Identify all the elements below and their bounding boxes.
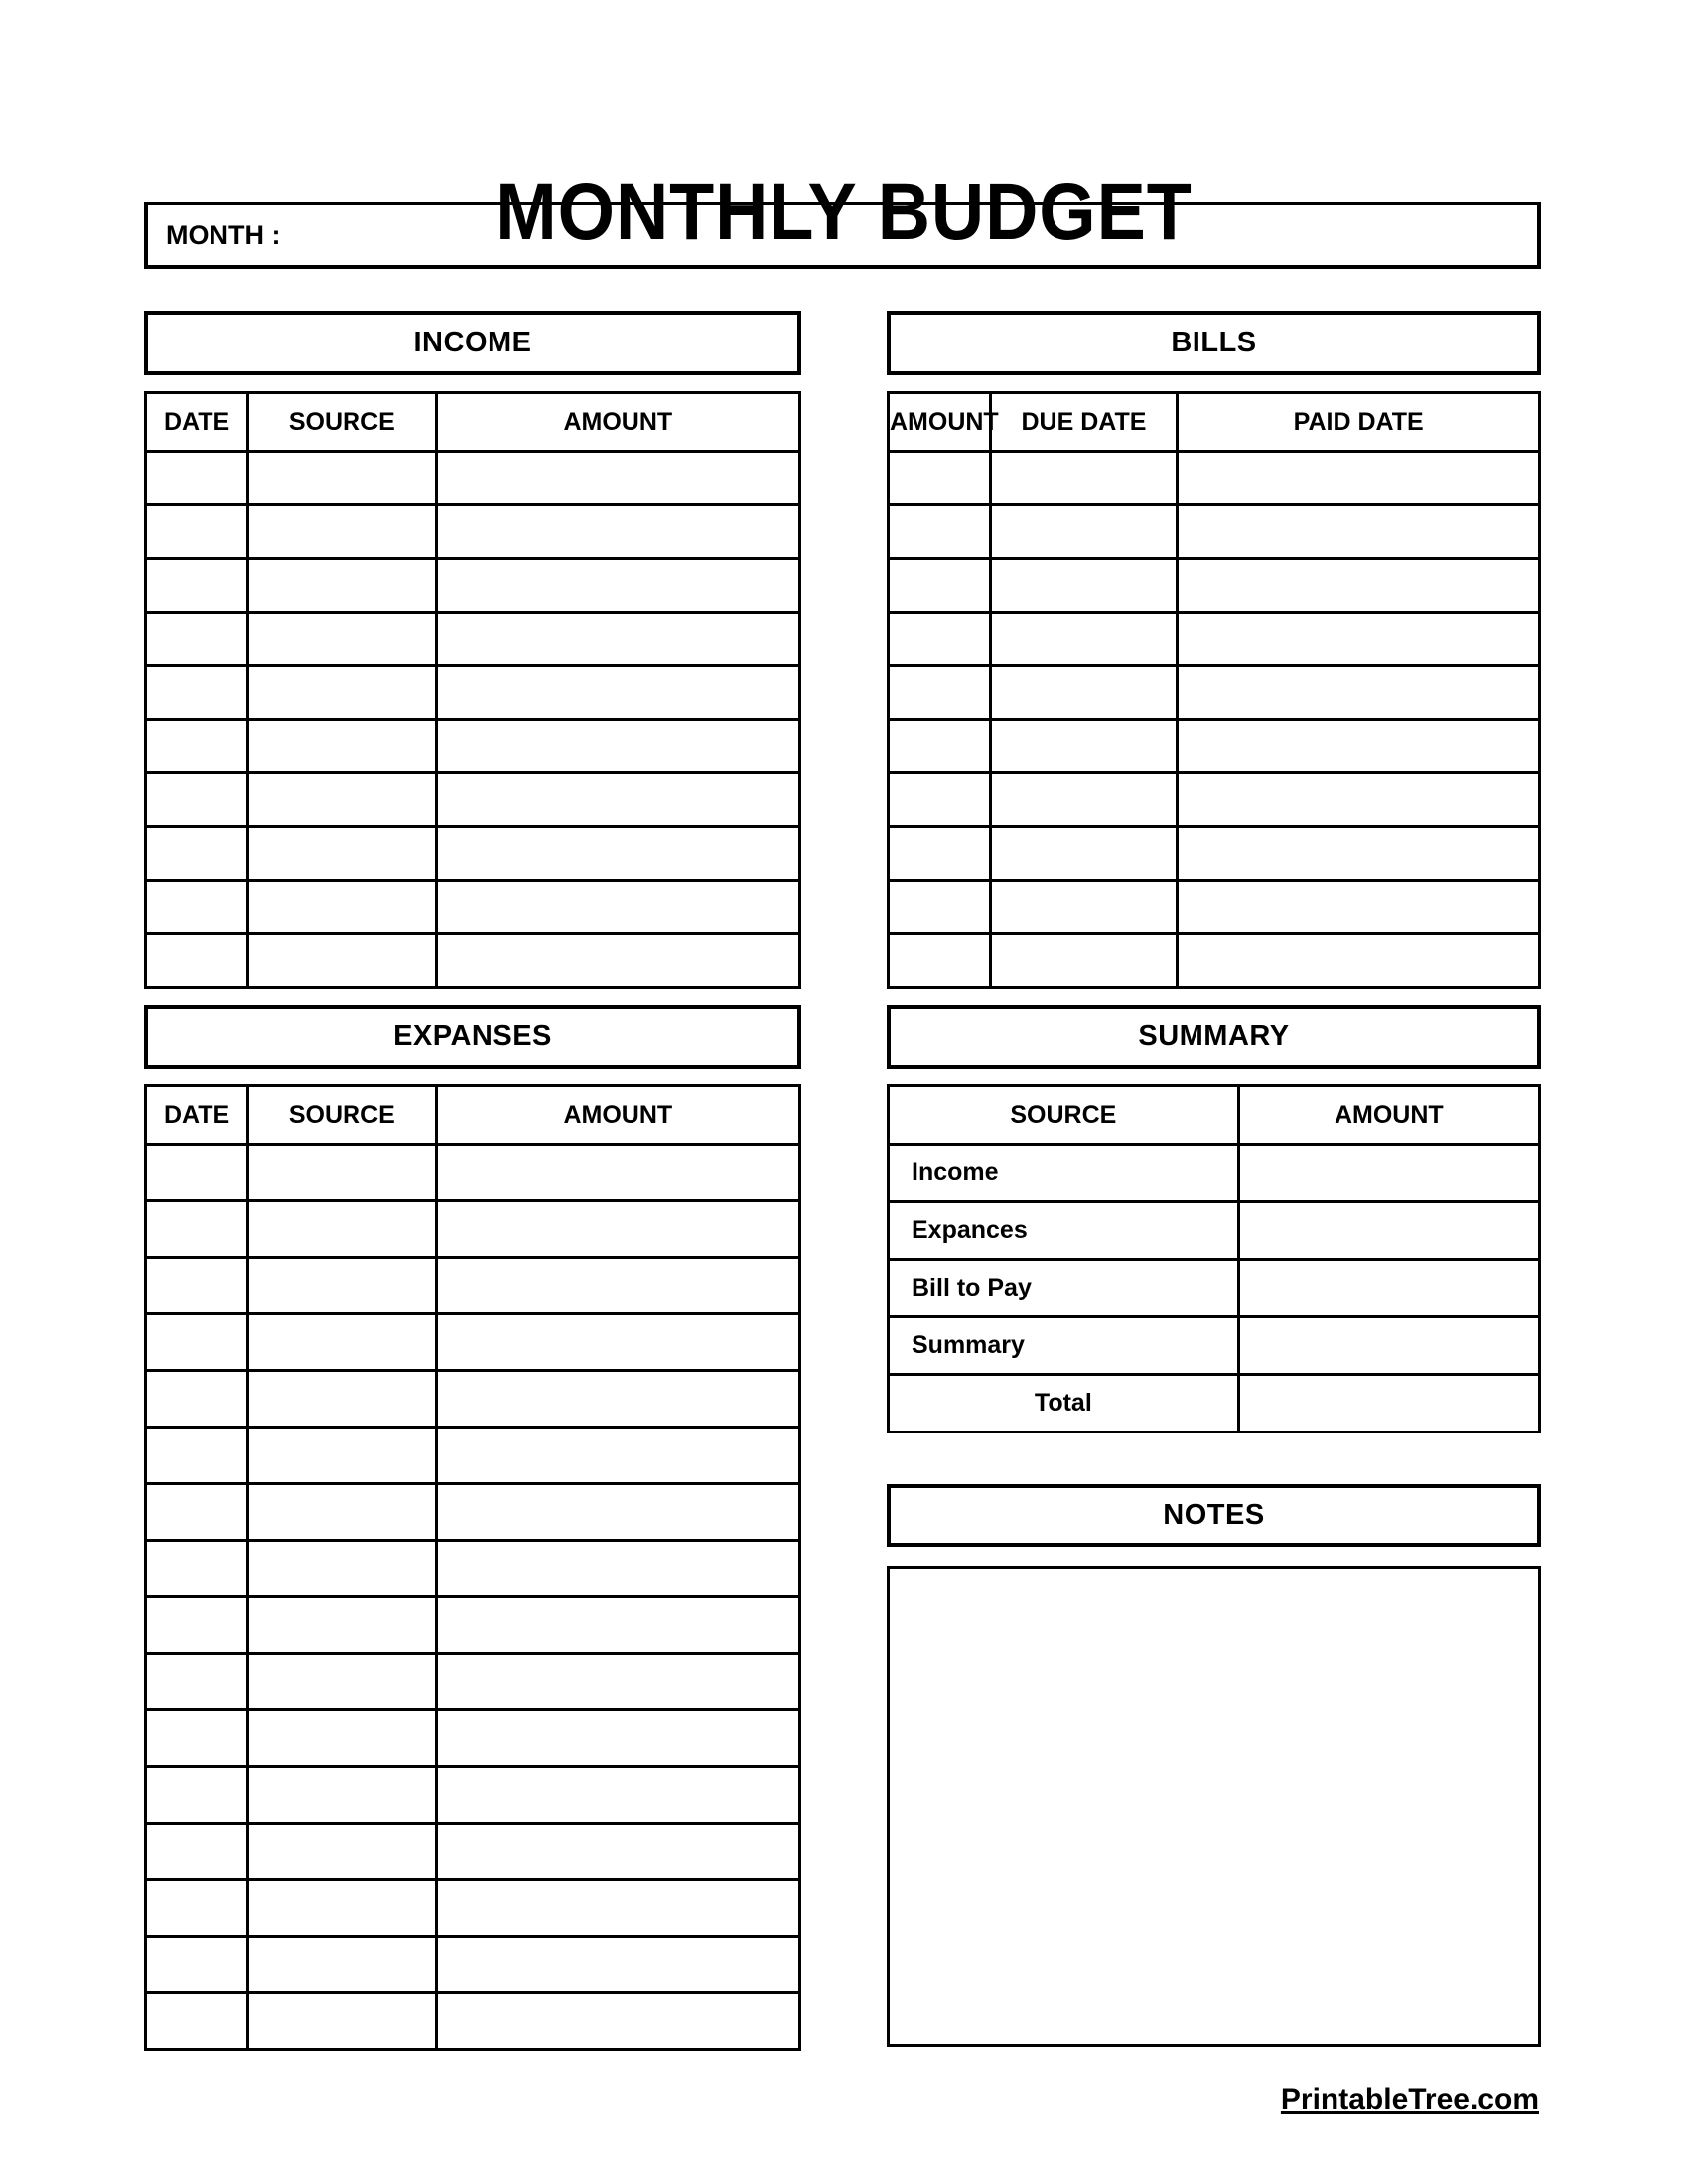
bills-section-title	[887, 311, 1541, 375]
income-blank-cell[interactable]	[248, 452, 437, 505]
expanses-blank-cell[interactable]	[146, 1145, 248, 1201]
summary-table	[887, 1084, 1541, 1433]
expanses-col-header-date: DATE	[146, 1086, 248, 1145]
expanses-row	[146, 1824, 800, 1880]
expanses-row	[146, 1597, 800, 1654]
expanses-col-header-source: SOURCE	[248, 1086, 437, 1145]
bills-blank-cell[interactable]	[1178, 613, 1540, 666]
expanses-blank-cell[interactable]	[248, 1654, 437, 1710]
summary-col-header-source: SOURCE	[889, 1086, 1239, 1145]
expanses-blank-cell[interactable]	[146, 1937, 248, 1993]
month-label: MONTH :	[166, 219, 281, 250]
income-blank-cell[interactable]	[248, 827, 437, 881]
expanses-blank-cell[interactable]	[436, 1597, 799, 1654]
bills-blank-cell[interactable]	[889, 881, 991, 934]
bills-section-title-text: BILLS	[1171, 327, 1257, 358]
expanses-blank-cell[interactable]	[248, 1541, 437, 1597]
income-blank-cell[interactable]	[146, 773, 248, 827]
expanses-blank-cell[interactable]	[436, 1428, 799, 1484]
notes-section-title	[887, 1484, 1541, 1547]
footer-link[interactable]: PrintableTree.com	[1280, 2083, 1539, 2116]
income-section-title-text: INCOME	[413, 327, 532, 358]
bills-col-header-paid-date: PAID DATE	[1178, 393, 1540, 452]
expanses-blank-cell[interactable]	[248, 1201, 437, 1258]
expanses-blank-cell[interactable]	[436, 1767, 799, 1824]
bills-blank-cell[interactable]	[990, 773, 1178, 827]
expanses-blank-cell[interactable]	[436, 1258, 799, 1314]
bills-row	[889, 773, 1540, 827]
bills-blank-cell[interactable]	[1178, 934, 1540, 988]
expanses-blank-cell[interactable]	[436, 1484, 799, 1541]
income-blank-cell[interactable]	[248, 934, 437, 988]
income-blank-cell[interactable]	[436, 934, 799, 988]
bills-blank-cell[interactable]	[1178, 666, 1540, 720]
expanses-blank-cell[interactable]	[436, 1371, 799, 1428]
income-col-header-date: DATE	[146, 393, 248, 452]
expanses-row	[146, 1937, 800, 1993]
bills-blank-cell[interactable]	[990, 613, 1178, 666]
summary-amount-cell[interactable]	[1238, 1145, 1539, 1202]
expanses-blank-cell[interactable]	[436, 1541, 799, 1597]
income-blank-cell[interactable]	[436, 559, 799, 613]
expanses-row	[146, 1484, 800, 1541]
bills-row	[889, 559, 1540, 613]
expanses-row	[146, 1541, 800, 1597]
income-row	[146, 452, 800, 505]
income-col-header-amount: AMOUNT	[436, 393, 799, 452]
summary-row-label: Summary	[889, 1317, 1239, 1375]
expanses-blank-cell[interactable]	[436, 1937, 799, 1993]
expanses-row	[146, 1710, 800, 1767]
expanses-blank-cell[interactable]	[248, 1371, 437, 1428]
expanses-blank-cell[interactable]	[146, 1314, 248, 1371]
expanses-blank-cell[interactable]	[248, 1145, 437, 1201]
bills-blank-cell[interactable]	[990, 505, 1178, 559]
bills-blank-cell[interactable]	[1178, 505, 1540, 559]
expanses-blank-cell[interactable]	[248, 1880, 437, 1937]
expanses-blank-cell[interactable]	[146, 1201, 248, 1258]
summary-total-label: Total	[889, 1375, 1239, 1433]
bills-row	[889, 934, 1540, 988]
bills-blank-cell[interactable]	[1178, 773, 1540, 827]
income-col-header-source: SOURCE	[248, 393, 437, 452]
income-row	[146, 881, 800, 934]
bills-blank-cell[interactable]	[1178, 559, 1540, 613]
bills-blank-cell[interactable]	[889, 934, 991, 988]
expanses-blank-cell[interactable]	[146, 1993, 248, 2050]
expanses-blank-cell[interactable]	[146, 1258, 248, 1314]
income-row	[146, 613, 800, 666]
expanses-blank-cell[interactable]	[146, 1597, 248, 1654]
income-table	[144, 391, 801, 989]
bills-blank-cell[interactable]	[889, 827, 991, 881]
expanses-blank-cell[interactable]	[146, 1880, 248, 1937]
bills-col-header-amount: AMOUNT	[889, 393, 991, 452]
expanses-row	[146, 1428, 800, 1484]
summary-amount-cell[interactable]	[1238, 1317, 1539, 1375]
expanses-blank-cell[interactable]	[146, 1767, 248, 1824]
bills-blank-cell[interactable]	[1178, 452, 1540, 505]
summary-col-header-amount: AMOUNT	[1238, 1086, 1539, 1145]
income-blank-cell[interactable]	[436, 720, 799, 773]
bills-table	[887, 391, 1541, 989]
income-blank-cell[interactable]	[146, 559, 248, 613]
summary-row	[889, 1145, 1540, 1202]
expanses-row	[146, 1145, 800, 1201]
expanses-blank-cell[interactable]	[436, 1880, 799, 1937]
bills-row	[889, 720, 1540, 773]
expanses-blank-cell[interactable]	[248, 1993, 437, 2050]
income-blank-cell[interactable]	[248, 505, 437, 559]
income-blank-cell[interactable]	[146, 934, 248, 988]
expanses-blank-cell[interactable]	[248, 1937, 437, 1993]
bills-blank-cell[interactable]	[889, 773, 991, 827]
expanses-row	[146, 1201, 800, 1258]
expanses-blank-cell[interactable]	[248, 1258, 437, 1314]
income-row	[146, 773, 800, 827]
bills-blank-cell[interactable]	[1178, 881, 1540, 934]
expanses-blank-cell[interactable]	[248, 1710, 437, 1767]
income-blank-cell[interactable]	[436, 666, 799, 720]
summary-section-title-text: SUMMARY	[1138, 1021, 1290, 1052]
expanses-section-title-text: EXPANSES	[393, 1021, 552, 1052]
expanses-row	[146, 1371, 800, 1428]
income-blank-cell[interactable]	[436, 773, 799, 827]
income-blank-cell[interactable]	[248, 720, 437, 773]
expanses-row	[146, 1880, 800, 1937]
summary-total-row	[889, 1375, 1540, 1433]
income-row	[146, 827, 800, 881]
expanses-blank-cell[interactable]	[436, 1710, 799, 1767]
income-blank-cell[interactable]	[146, 613, 248, 666]
summary-row	[889, 1317, 1540, 1375]
income-row	[146, 559, 800, 613]
bills-row	[889, 666, 1540, 720]
bills-blank-cell[interactable]	[990, 934, 1178, 988]
income-blank-cell[interactable]	[146, 452, 248, 505]
income-blank-cell[interactable]	[436, 452, 799, 505]
bills-blank-cell[interactable]	[990, 827, 1178, 881]
bills-blank-cell[interactable]	[990, 720, 1178, 773]
bills-blank-cell[interactable]	[990, 881, 1178, 934]
income-section-title	[144, 311, 801, 375]
expanses-blank-cell[interactable]	[436, 1654, 799, 1710]
bills-row	[889, 881, 1540, 934]
expanses-blank-cell[interactable]	[248, 1314, 437, 1371]
summary-row-label: Expances	[889, 1202, 1239, 1260]
expanses-row	[146, 1314, 800, 1371]
summary-amount-cell[interactable]	[1238, 1260, 1539, 1317]
income-blank-cell[interactable]	[146, 881, 248, 934]
expanses-blank-cell[interactable]	[436, 1314, 799, 1371]
expanses-blank-cell[interactable]	[248, 1428, 437, 1484]
bills-blank-cell[interactable]	[990, 452, 1178, 505]
bills-blank-cell[interactable]	[889, 613, 991, 666]
income-blank-cell[interactable]	[436, 827, 799, 881]
income-blank-cell[interactable]	[436, 505, 799, 559]
expanses-section-title	[144, 1005, 801, 1069]
income-row	[146, 666, 800, 720]
bills-blank-cell[interactable]	[889, 559, 991, 613]
income-row	[146, 505, 800, 559]
expanses-table	[144, 1084, 801, 2051]
expanses-blank-cell[interactable]	[146, 1824, 248, 1880]
bills-blank-cell[interactable]	[889, 666, 991, 720]
month-input-area[interactable]	[280, 205, 1537, 265]
income-row	[146, 934, 800, 988]
income-row	[146, 720, 800, 773]
bills-blank-cell[interactable]	[1178, 827, 1540, 881]
summary-section-title	[887, 1005, 1541, 1069]
income-blank-cell[interactable]	[146, 827, 248, 881]
summary-row-label: Income	[889, 1145, 1239, 1202]
summary-row-label: Bill to Pay	[889, 1260, 1239, 1317]
expanses-row	[146, 1993, 800, 2050]
notes-section-title-text: NOTES	[1163, 1499, 1265, 1531]
summary-amount-cell[interactable]	[1238, 1202, 1539, 1260]
summary-total-amount-cell[interactable]	[1238, 1375, 1539, 1433]
expanses-blank-cell[interactable]	[146, 1541, 248, 1597]
expanses-blank-cell[interactable]	[146, 1371, 248, 1428]
income-blank-cell[interactable]	[248, 666, 437, 720]
expanses-blank-cell[interactable]	[248, 1767, 437, 1824]
bills-blank-cell[interactable]	[889, 720, 991, 773]
expanses-blank-cell[interactable]	[248, 1597, 437, 1654]
summary-row	[889, 1260, 1540, 1317]
expanses-row	[146, 1258, 800, 1314]
income-blank-cell[interactable]	[248, 881, 437, 934]
bills-row	[889, 452, 1540, 505]
expanses-row	[146, 1767, 800, 1824]
income-blank-cell[interactable]	[146, 505, 248, 559]
summary-row	[889, 1202, 1540, 1260]
bills-col-header-due-date: DUE DATE	[990, 393, 1178, 452]
page-title: MONTHLY BUDGET	[495, 166, 1193, 257]
expanses-col-header-amount: AMOUNT	[436, 1086, 799, 1145]
expanses-blank-cell[interactable]	[248, 1484, 437, 1541]
expanses-blank-cell[interactable]	[146, 1710, 248, 1767]
bills-row	[889, 613, 1540, 666]
income-blank-cell[interactable]	[248, 773, 437, 827]
expanses-blank-cell[interactable]	[146, 1654, 248, 1710]
expanses-blank-cell[interactable]	[436, 1824, 799, 1880]
expanses-blank-cell[interactable]	[436, 1993, 799, 2050]
bills-row	[889, 827, 1540, 881]
notes-input-area[interactable]	[887, 1566, 1541, 2047]
expanses-blank-cell[interactable]	[146, 1428, 248, 1484]
income-blank-cell[interactable]	[436, 613, 799, 666]
expanses-blank-cell[interactable]	[436, 1201, 799, 1258]
month-field[interactable]	[144, 202, 1541, 269]
bills-blank-cell[interactable]	[990, 559, 1178, 613]
bills-row	[889, 505, 1540, 559]
expanses-blank-cell[interactable]	[436, 1145, 799, 1201]
bills-blank-cell[interactable]	[990, 666, 1178, 720]
income-blank-cell[interactable]	[146, 666, 248, 720]
income-blank-cell[interactable]	[248, 613, 437, 666]
bills-blank-cell[interactable]	[889, 452, 991, 505]
income-blank-cell[interactable]	[146, 720, 248, 773]
expanses-blank-cell[interactable]	[146, 1484, 248, 1541]
expanses-row	[146, 1654, 800, 1710]
bills-blank-cell[interactable]	[889, 505, 991, 559]
income-blank-cell[interactable]	[436, 881, 799, 934]
expanses-blank-cell[interactable]	[248, 1824, 437, 1880]
bills-blank-cell[interactable]	[1178, 720, 1540, 773]
income-blank-cell[interactable]	[248, 559, 437, 613]
